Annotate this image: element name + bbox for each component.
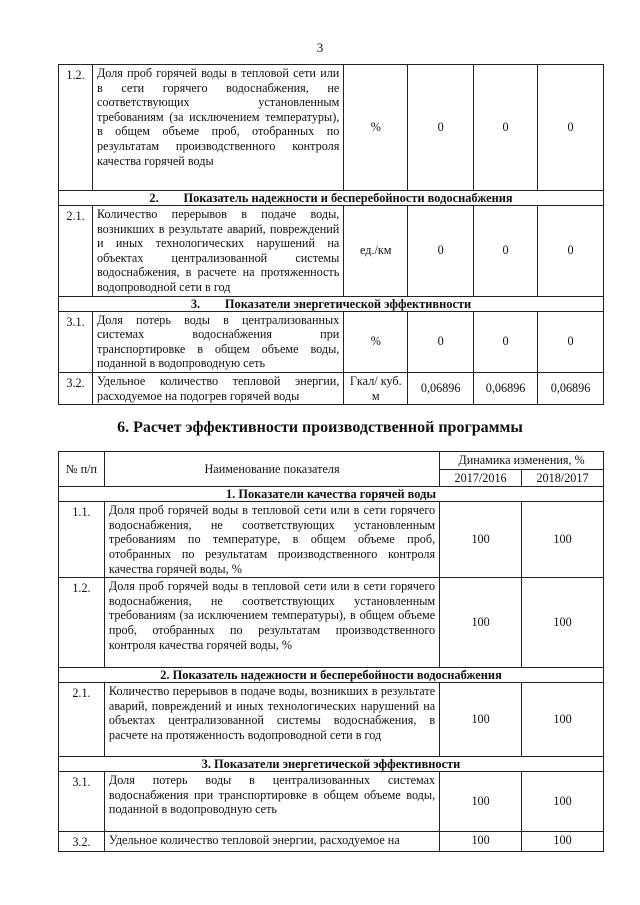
row-number: 3.2. [59, 372, 93, 404]
section-title: 2. Показатель надежности и бесперебойности водоснабжения [59, 668, 604, 683]
indicator-name: Доля потерь воды в централизованных системах водоснабжения при транспортировке в общем объеме воды, поданной в водопроводную сеть [92, 311, 343, 372]
section-heading: 6. Расчет эффективности производственной программы [117, 419, 523, 436]
page-number: 3 [316, 40, 324, 55]
indicator-name: Удельное количество тепловой энергии, расходуемое на подогрев горячей воды [92, 372, 343, 404]
dynamics-2017-2016: 100 [440, 832, 522, 852]
indicator-name: Доля проб горячей воды в тепловой сети или в сети горячего водоснабжения, не соответствующих установленным требованиям (за исключением температуры), в общем объеме проб, отобранных по результатам производственного контроля качества горячей воды [92, 65, 343, 191]
efficiency-table [58, 451, 604, 852]
row-number: 1.2. [59, 578, 105, 668]
unit: % [344, 65, 408, 191]
indicator-name: Доля проб горячей воды в тепловой сети или в сети горячего водоснабжения, не соответствующих установленным требованиям по температуре, в общем объеме проб, отобранных по результатам производственного контроля качества горячей воды, % [104, 502, 439, 578]
indicator-name: Удельное количество тепловой энергии, расходуемое на [104, 832, 439, 852]
dynamics-2017-2016: 100 [440, 683, 522, 757]
dynamics-2018-2017: 100 [522, 578, 604, 668]
section-row [59, 296, 604, 311]
value-2016: 0 [408, 206, 474, 297]
section-row [59, 668, 604, 683]
header-name: Наименование показателя [104, 452, 439, 487]
header-col-2017-2016: 2017/2016 [440, 469, 522, 487]
table-row [59, 772, 604, 832]
value-2017: 0,06896 [474, 372, 538, 404]
table-row [59, 372, 604, 404]
value-2018: 0,06896 [538, 372, 604, 404]
value-2016: 0 [408, 311, 474, 372]
section-row [59, 191, 604, 206]
dynamics-2018-2017: 100 [522, 502, 604, 578]
value-2018: 0 [538, 206, 604, 297]
section-title: 1. Показатели качества горячей воды [59, 487, 604, 502]
row-number: 2.1. [59, 683, 105, 757]
row-number: 1.1. [59, 502, 105, 578]
value-2017: 0 [474, 65, 538, 191]
header-num: № п/п [59, 452, 105, 487]
dynamics-2018-2017: 100 [522, 683, 604, 757]
table-row [59, 683, 604, 757]
section-title: 3. Показатели энергетической эффективности [59, 757, 604, 772]
row-number: 3.1. [59, 311, 93, 372]
unit: ед./км [344, 206, 408, 297]
indicator-name: Количество перерывов в подаче воды, возникших в результате аварий, повреждений и иных технологических нарушений на объектах централизованной системы водоснабжения, в расчете на протяженность водопроводной сети в год [92, 206, 343, 297]
dynamics-2018-2017: 100 [522, 832, 604, 852]
unit: % [344, 311, 408, 372]
section-title: 3. Показатели энергетической эффективности [59, 296, 604, 311]
table-row [59, 65, 604, 191]
section-row [59, 487, 604, 502]
value-2016: 0 [408, 65, 474, 191]
value-2018: 0 [538, 65, 604, 191]
header-col-2018-2017: 2018/2017 [522, 469, 604, 487]
table-row [59, 832, 604, 852]
header-dynamics: Динамика изменения, % [440, 452, 604, 470]
row-number: 2.1. [59, 206, 93, 297]
table-row [59, 502, 604, 578]
value-2018: 0 [538, 311, 604, 372]
table-row [59, 578, 604, 668]
value-2016: 0,06896 [408, 372, 474, 404]
section-row [59, 757, 604, 772]
section-title: 2. Показатель надежности и бесперебойности водоснабжения [59, 191, 604, 206]
unit: Гкал/ куб. м [344, 372, 408, 404]
indicator-name: Количество перерывов в подаче воды, возникших в результате аварий, повреждений и иных технологических нарушений на объектах централизованной системы водоснабжения, в расчете на протяженность водопроводной сети в год [104, 683, 439, 757]
table-row [59, 311, 604, 372]
dynamics-2017-2016: 100 [440, 578, 522, 668]
indicators-table [58, 64, 604, 405]
value-2017: 0 [474, 311, 538, 372]
row-number: 3.2. [59, 832, 105, 852]
value-2017: 0 [474, 206, 538, 297]
row-number: 1.2. [59, 65, 93, 191]
dynamics-2018-2017: 100 [522, 772, 604, 832]
dynamics-2017-2016: 100 [440, 502, 522, 578]
row-number: 3.1. [59, 772, 105, 832]
dynamics-2017-2016: 100 [440, 772, 522, 832]
indicator-name: Доля проб горячей воды в тепловой сети или в сети горячего водоснабжения, не соответствующих установленным требованиям (за исключением температуры), в общем объеме проб, отобранных по результатам производственного контроля качества горячей воды, % [104, 578, 439, 668]
indicator-name: Доля потерь воды в централизованных системах водоснабжения при транспортировке в общем объеме воды, поданной в водопроводную сеть [104, 772, 439, 832]
table-row [59, 206, 604, 297]
